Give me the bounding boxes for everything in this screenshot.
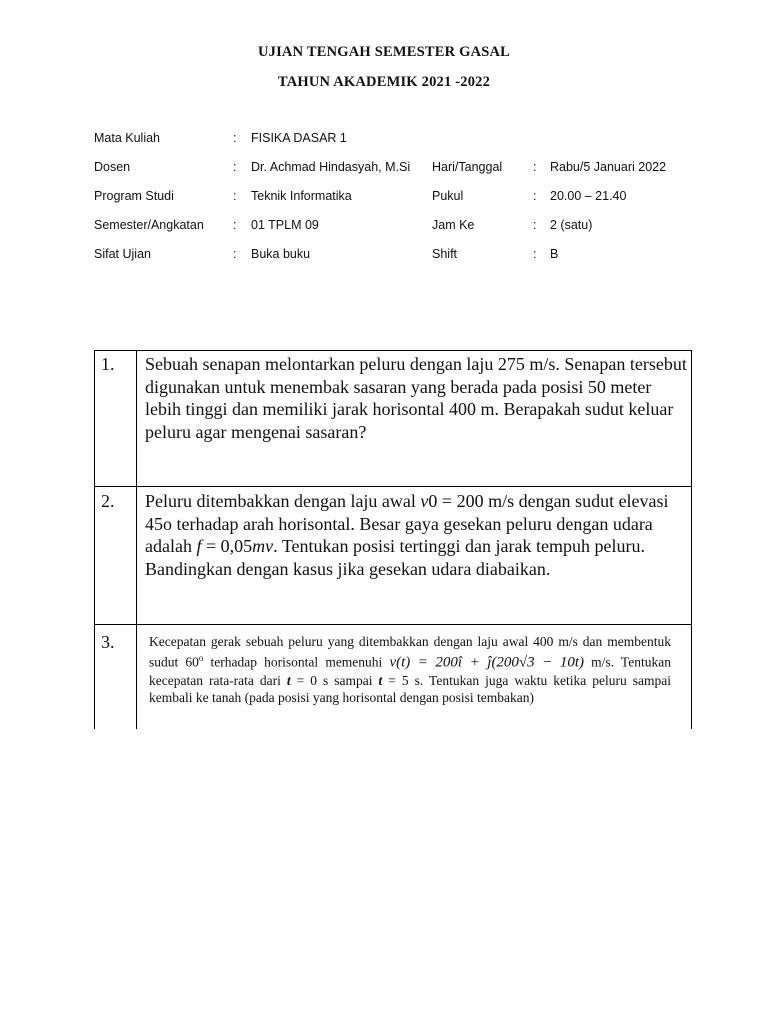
- course-value: FISIKA DASAR 1: [251, 131, 347, 145]
- program-value: Teknik Informatika: [251, 189, 352, 203]
- exam-type-label: Sifat Ujian: [94, 247, 151, 261]
- question-number: 3.: [95, 625, 137, 730]
- question-row: [95, 351, 692, 487]
- question-row: [95, 625, 692, 730]
- time-colon: :: [533, 189, 537, 203]
- velocity-formula: v(t) = 200î + ĵ(200√3 − 10t): [389, 654, 584, 671]
- exam-type-colon: :: [233, 247, 237, 261]
- question-number: 1.: [95, 351, 137, 487]
- date-label: Hari/Tanggal: [432, 160, 503, 174]
- question-text: Sebuah senapan melontarkan peluru dengan laju 275 m/s. Senapan tersebut digunakan untuk menembak sasaran yang berada pada posisi 50 meter lebih tinggi dan memiliki jarak horisontal 400 m. Berapakah sudut keluar peluru agar mengenai sasaran?: [137, 351, 692, 487]
- lecturer-value: Dr. Achmad Hindasyah, M.Si: [251, 160, 411, 174]
- semester-value: 01 TPLM 09: [251, 218, 319, 232]
- hour-colon: :: [533, 218, 537, 232]
- mv-symbol: mv: [252, 536, 274, 556]
- lecturer-colon: :: [233, 160, 237, 174]
- academic-year-title: TAHUN AKADEMIK 2021 -2022: [277, 74, 491, 90]
- course-label: Mata Kuliah: [94, 131, 161, 145]
- hour-label: Jam Ke: [432, 218, 475, 232]
- semester-label: Semester/Angkatan: [94, 218, 204, 232]
- date-value: Rabu/5 Januari 2022: [550, 160, 667, 174]
- questions-table: [94, 350, 692, 729]
- time-label: Pukul: [432, 189, 464, 203]
- lecturer-label: Dosen: [94, 160, 131, 174]
- shift-value: B: [550, 247, 559, 261]
- hour-value: 2 (satu): [550, 218, 593, 232]
- shift-label: Shift: [432, 247, 458, 261]
- date-colon: :: [533, 160, 537, 174]
- shift-colon: :: [533, 247, 537, 261]
- v0-symbol: v: [420, 491, 429, 511]
- semester-colon: :: [233, 218, 237, 232]
- program-colon: :: [233, 189, 237, 203]
- course-colon: :: [233, 131, 237, 145]
- question-number: 2.: [95, 487, 137, 625]
- program-label: Program Studi: [94, 189, 174, 203]
- exam-title: UJIAN TENGAH SEMESTER GASAL: [257, 44, 511, 60]
- time-value: 20.00 – 21.40: [550, 189, 627, 203]
- question-row: [95, 487, 692, 625]
- f-symbol: f: [196, 536, 202, 556]
- question-text: Kecepatan gerak sebuah peluru yang ditembakkan dengan laju awal 400 m/s dan membentuk sudut 60$^o$ terhadap horisontal memenuhi v(t) = 200î + ĵ(200√3 − 10t) m/s. Tentukan kecepatan rata-rata dari t = 0 s sampai t = 5 s. Tentukan juga waktu ketika peluru sampai kembali ke tanah (pada posisi yang horisontal dengan posisi tembakan): [137, 625, 692, 730]
- question-text: Peluru ditembakkan dengan laju awal v0 = 200 m/s dengan sudut elevasi 45o terhadap arah horisontal. Besar gaya gesekan peluru dengan udara adalah f = 0,05mv. Tentukan posisi tertinggi dan jarak tempuh peluru. Bandingkan dengan kasus jika gesekan udara diabaikan.: [137, 487, 692, 625]
- exam-type-value: Buka buku: [251, 247, 311, 261]
